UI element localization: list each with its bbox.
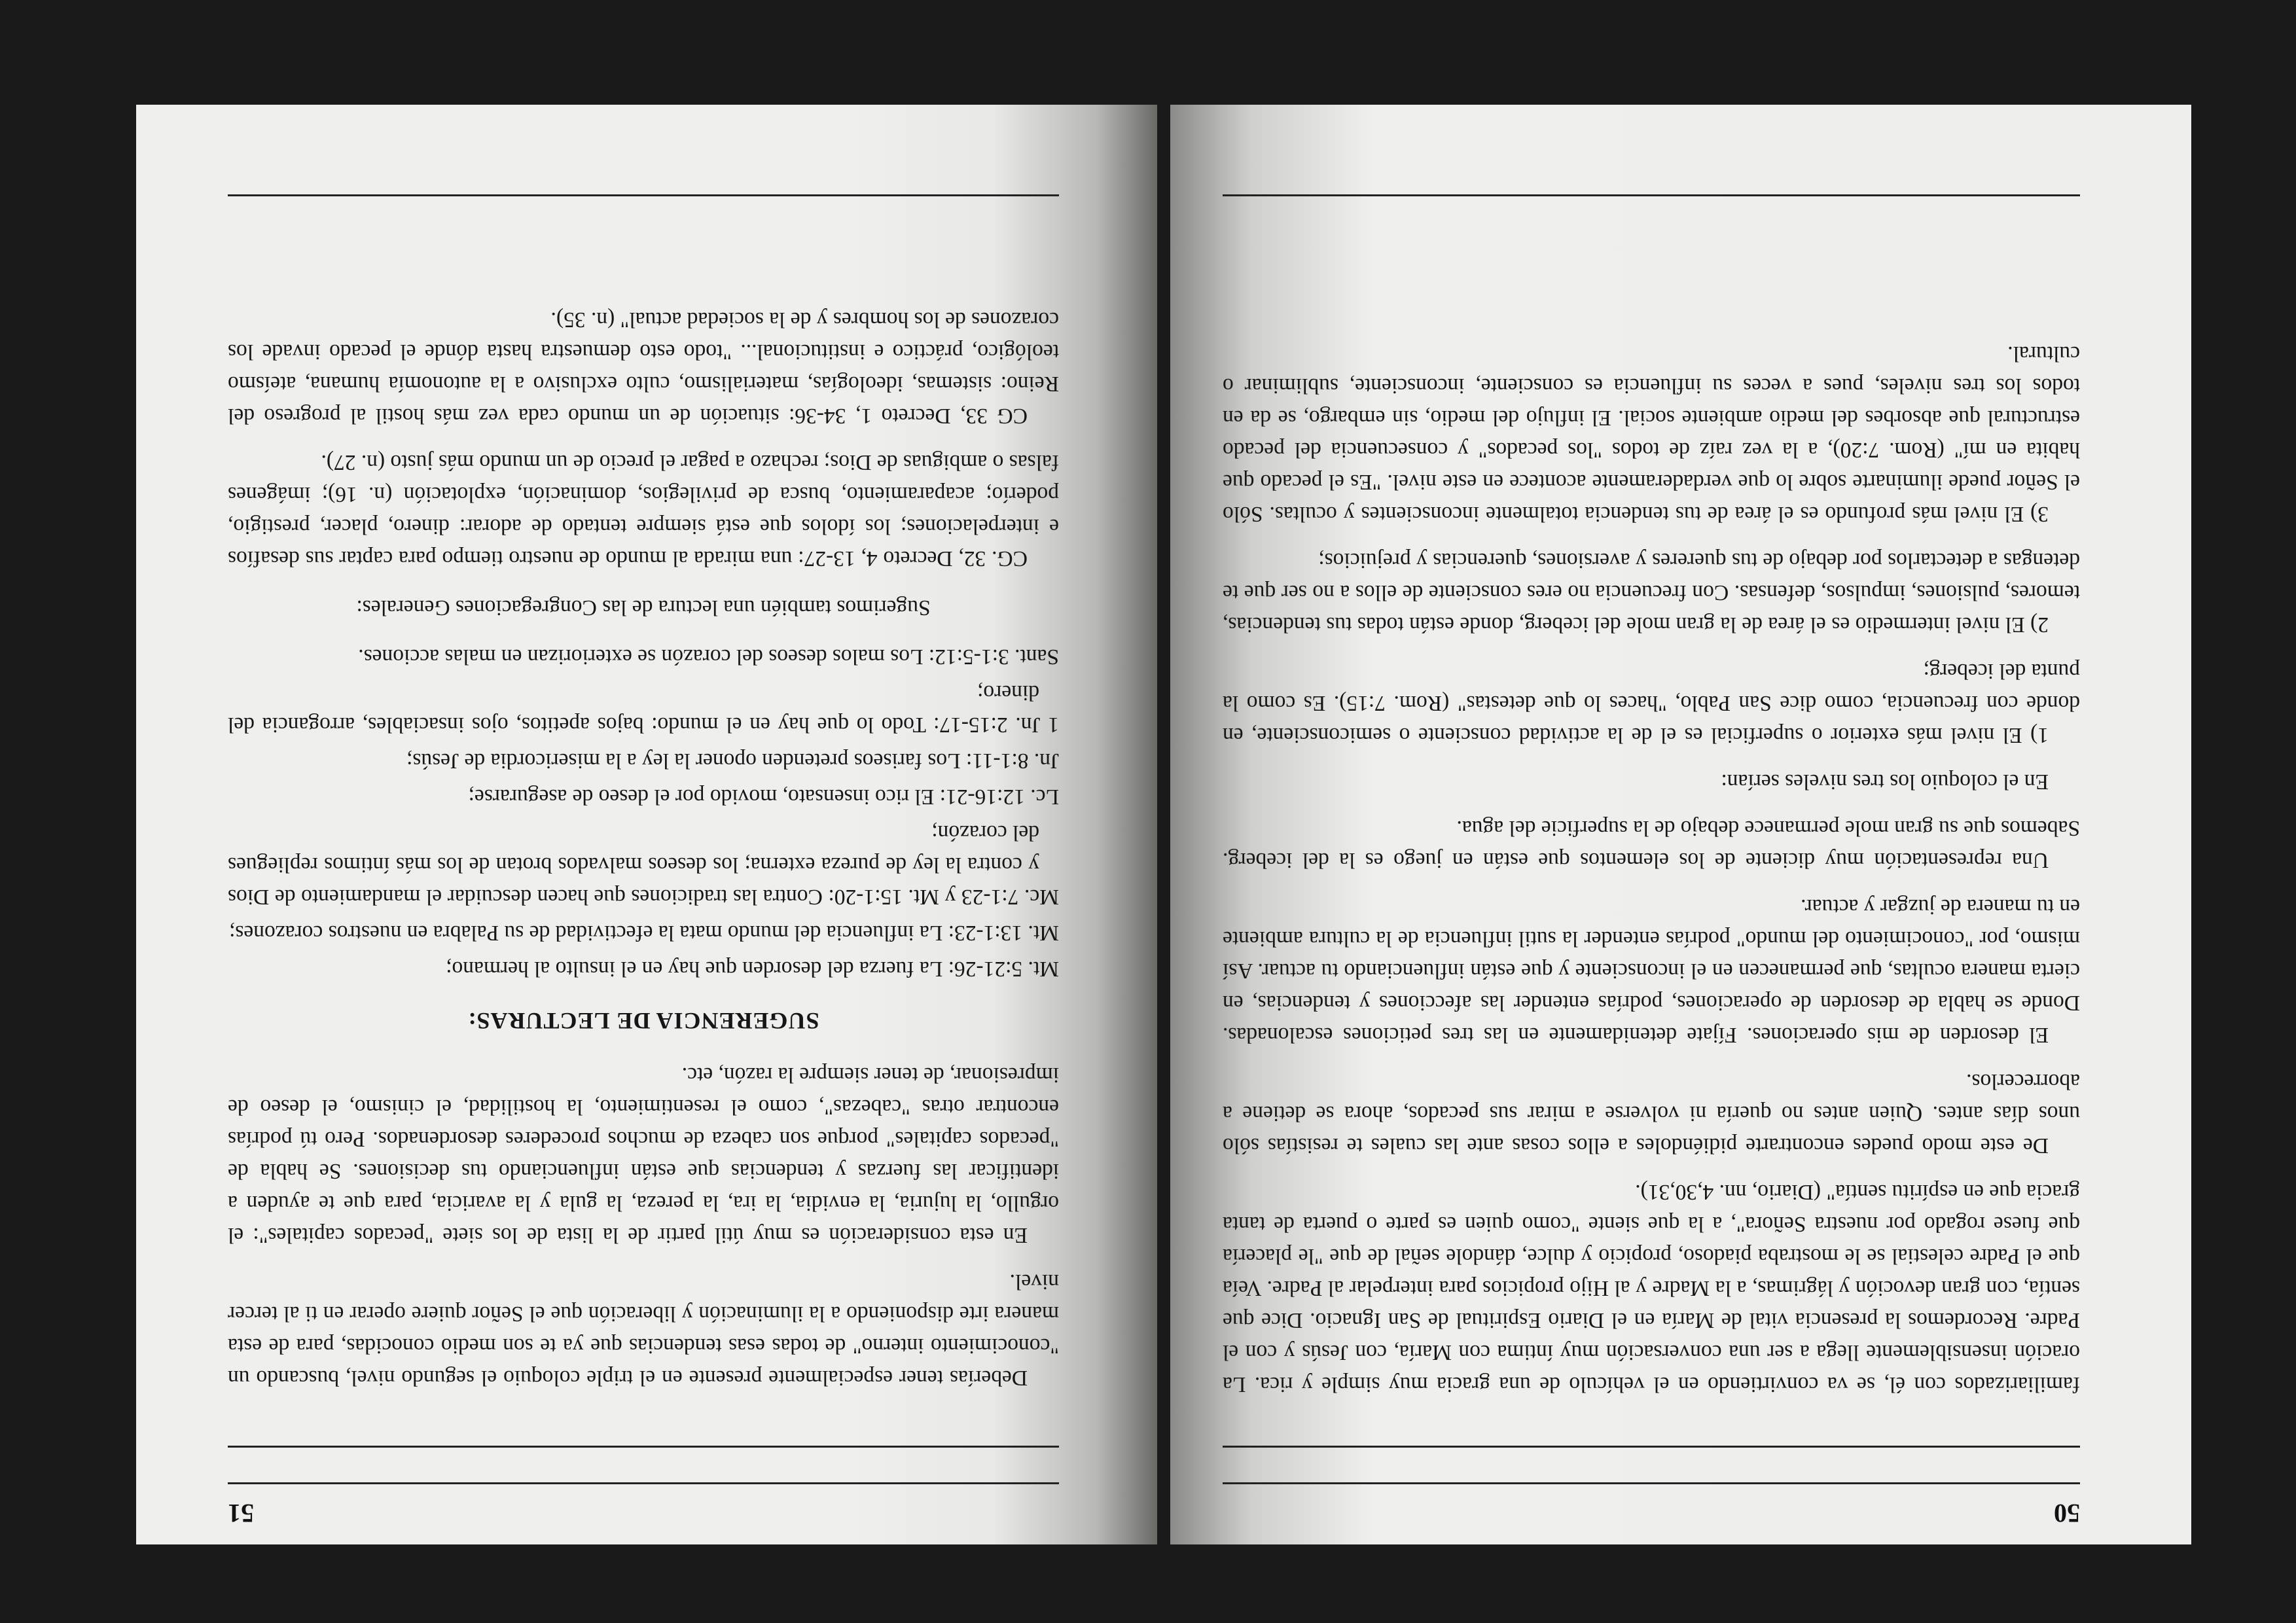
header-rule	[1223, 1482, 2080, 1484]
section-title: SUGERENCIA DE LECTURAS:	[467, 1008, 819, 1034]
header-rule-lower	[1223, 1446, 2080, 1448]
paragraph: En esta consideración es muy útil partir de la lista de los siete "pecados capitales": el orgullo, la lujuria, la envidia, la ira, la pereza, la gula y la avaricia, para que te ayuden a identificar las fuerzas y tendencias que están influenciando tus decisiones. Se habla de "pecados capitales" porque son cabeza de muchos procederes desordenados. Pero tú podrías encontrar otras "cabezas", como el resentimiento, la hostilidad, el cinismo, el deseo de impresionar, de tener siempre la razón, etc.	[228, 1063, 1059, 1247]
cg-paragraph: CG. 32, Decreto 4, 13-27: una mirada al mundo de nuestro tiempo para captar sus desafíos e interpelaciones; los ídolos que está siempre tentado de adorar: dinero, placer, prestigio, poderío; acaparamiento, busca de privilegios, dominación, explotación (n. 16); imágenes falsas o ambiguas de Dios; rechazo a pagar el precio de un mundo más justo (n. 27).	[228, 450, 1059, 571]
footer-rule	[1223, 194, 2080, 196]
paragraph: 2) El nivel intermedio es el área de la gran mole del iceberg, donde están todas tus tendencias, temores, pulsiones, impulsos, defensas. Con frecuencia no eres consciente de ellos a no ser que te detengas a detectarlos por debajo de tus quereres y aversiones, querencias y prejuicios;	[1223, 548, 2080, 637]
paragraph: El desorden de mis operaciones. Fíjate detenidamente en las tres peticiones escalonadas. Donde se habla de desorden de operaciones, podrías entender las afecciones y tendencias, en cierta manera ocultas, que permanecen en el inconsciente y que están influenciando tu actuar. Así mismo, por "conocimiento del mundo" podrías entender la sutil influencia de la cultura ambiente en tu manera de juzgar y actuar.	[1223, 895, 2080, 1047]
footer-rule	[228, 194, 1059, 196]
reading-item: 1 Jn. 2:15-17: Todo lo que hay en el mundo: bajos apetitos, ojos insaciables, arrogancia del dinero;	[228, 681, 1059, 737]
header-rule	[228, 1482, 1059, 1484]
paragraph: 3) El nivel más profundo es el área de tus tendencia totalmente inconscientes y ocultas. Sólo el Señor puede iluminarte sobre lo que verdaderamente acontece en este nivel. "Es el pecado que habita en mí" (Rom. 7:20), a la vez raíz de todos "los pecados" y consecuencia del pecado estructural que absorbes del medio ambiente social. El influjo del medio, sin embargo, se da en todos los tres niveles, pues a veces su influencia es consciente, inconsciente, subliminar o cultural.	[1223, 342, 2080, 526]
paragraph: En el coloquio los tres niveles serían:	[1721, 770, 2049, 794]
page-right	[136, 105, 1157, 1544]
page-body	[1223, 323, 2080, 1400]
paragraph: 1) El nivel más exterior o superficial es el de la actividad consciente o semiconsciente, en donde con frecuencia, como dice San Pablo, "haces lo que detestas" (Rom. 7:15). Es como la punta del iceberg;	[1223, 659, 2080, 747]
page-number: 50	[2054, 1499, 2080, 1528]
suggestion-line: Sugerimos también una lectura de las Congregaciones Generales:	[356, 596, 931, 620]
paragraph: familiarizados con él, se va convirtiendo en el vehículo de una gracia muy simple y rica. La oración insensiblemente llega a ser una conversación muy íntima con María, con Jesús y con el Padre. Recordemos la presencia vital de María en el Diario Espiritual de San Ignacio. Dice que sentía, con gran devoción y lágrimas, a la Madre y al Hijo propicios para interpelar al Padre. Veía que el Padre celestial se le mostraba piadoso, propicio y dulce, dándole señal de que "le placería que fuese rogado por nuestra Señora", a la que siente "como quien es parte o puerta de tanta gracia que en espíritu sentía" (Diario, nn. 4,30,31).	[1223, 1180, 2080, 1397]
reading-item: Mc. 7:1-23 y Mt. 15:1-20: Contra las tradiciones que hacen descuidar el mandamiento de Dios y contra la ley de pureza externa; los deseos malvados brotan de los más íntimos repliegues del corazón;	[228, 821, 1059, 909]
paragraph: De este modo puedes encontrarte pidiéndoles a ellos cosas ante las cuales te resistías sólo unos días antes. Quien antes no quería ni volverse a mirar sus pecados, ahora se detiene a aborrecerlos.	[1223, 1069, 2080, 1158]
page-number: 51	[228, 1499, 254, 1528]
header-rule-lower	[228, 1446, 1059, 1448]
reading-item: Mt. 5:21-26: La fuerza del desorden que hay en el insulto al hermano;	[446, 957, 1059, 981]
paragraph: Una representación muy diciente de los elementos que están en juego es la del iceberg. Sabemos que su gran mole permanece debajo de la superficie del agua.	[1223, 816, 2080, 872]
page-body	[228, 289, 1059, 1394]
cg-paragraph: CG 33, Decreto 1, 34-36: situación de un mundo cada vez más hostil al progreso del Reino: sistemas, ideologías, materialismo, culto exclusivo a la autonomía humana, ateísmo teológico, práctico e institucional... "todo esto demuestra hasta dónde el pecado invade los corazones de los hombres y de la sociedad actual" (n. 35).	[228, 308, 1059, 428]
paragraph: Deberías tener especialmente presente en el triple coloquio el segundo nivel, buscando un "conocimiento interno" de todas esas tendencias que ya te son medio conocidas, para de esta manera irte disponiendo a la iluminación y liberación que el Señor quiere operar en ti al tercer nivel.	[228, 1270, 1059, 1390]
page-left	[1170, 105, 2191, 1544]
reading-item: Sant. 3:1-5:12: Los malos deseos del corazón se exteriorizan en malas acciones.	[358, 645, 1059, 669]
reading-item: Lc. 12:16-21: El rico insensato, movido por el deseo de asegurarse;	[468, 785, 1059, 809]
reading-item: Jn. 8:1-11: Los fariseos pretenden oponer la ley a la misericordia de Jesús;	[406, 749, 1059, 773]
reading-item: Mt. 13:1-23: La influencia del mundo mata la efectividad de su Palabra en nuestros corazones;	[229, 921, 1059, 945]
